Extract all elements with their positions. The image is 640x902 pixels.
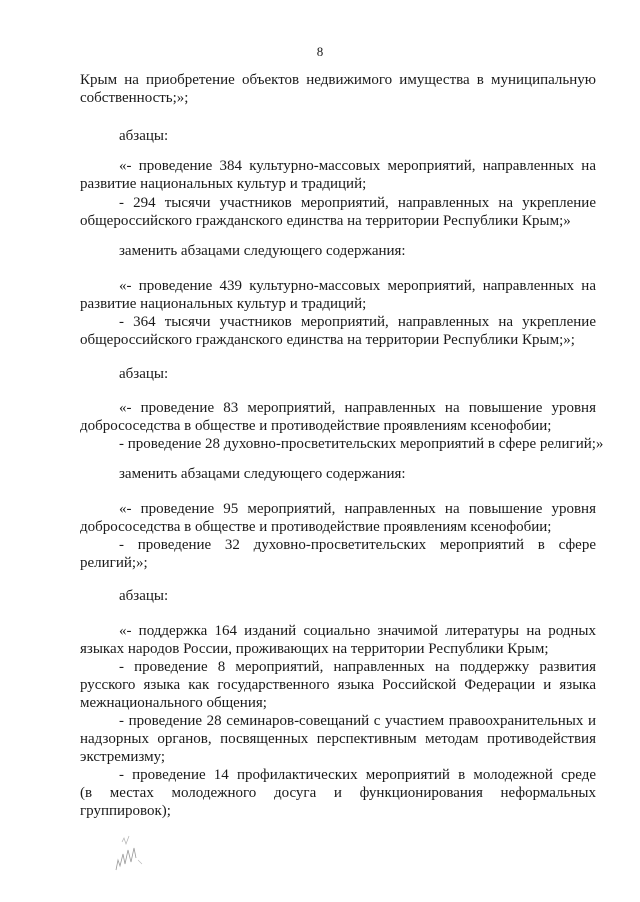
text-line: общероссийского гражданского единства на территории Республики Крым;»; bbox=[80, 332, 575, 348]
text-line: добрососедства в обществе и противодействие проявлениям ксенофобии; bbox=[80, 519, 552, 535]
text-line: «- проведение 439 культурно-массовых мероприятий, направленных на bbox=[119, 278, 596, 294]
page-number: 8 bbox=[316, 44, 324, 59]
text-line: (в местах молодежного досуга и функционирования неформальных bbox=[80, 785, 596, 801]
text-line: «- поддержка 164 изданий социально значимой литературы на родных bbox=[119, 623, 596, 639]
text-line: «- проведение 384 культурно-массовых мероприятий, направленных на bbox=[119, 158, 596, 174]
handwritten-mark bbox=[108, 830, 148, 874]
text-line: Крым на приобретение объектов недвижимого имущества в муниципальную bbox=[80, 72, 596, 88]
text-line: - проведение 14 профилактических мероприятий в молодежной среде bbox=[119, 767, 596, 783]
text-line: «- проведение 95 мероприятий, направленных на повышение уровня bbox=[119, 501, 596, 517]
text-line: - проведение 32 духовно-просветительских мероприятий в сфере bbox=[119, 537, 596, 553]
text-line: - проведение 8 мероприятий, направленных на поддержку развития bbox=[119, 659, 596, 675]
text-line: русского языка как государственного языка Российской Федерации и языка bbox=[80, 677, 596, 693]
text-line: - 364 тысячи участников мероприятий, направленных на укрепление bbox=[119, 314, 596, 330]
text-line: «- проведение 83 мероприятий, направленных на повышение уровня bbox=[119, 400, 596, 416]
text-line: развитие национальных культур и традиций; bbox=[80, 296, 367, 312]
text-line: - 294 тысячи участников мероприятий, направленных на укрепление bbox=[119, 195, 596, 211]
text-line: - проведение 28 духовно-просветительских мероприятий в сфере религий;» bbox=[119, 436, 604, 452]
paragraph-heading: заменить абзацами следующего содержания: bbox=[119, 243, 406, 259]
text-line: религий;»; bbox=[80, 555, 148, 571]
text-line: языках народов России, проживающих на территории Республики Крым; bbox=[80, 641, 549, 657]
paragraph-heading: абзацы: bbox=[119, 366, 169, 382]
text-line: - проведение 28 семинаров-совещаний с участием правоохранительных и bbox=[119, 713, 596, 729]
text-line: общероссийского гражданского единства на территории Республики Крым;» bbox=[80, 213, 571, 229]
text-line: развитие национальных культур и традиций; bbox=[80, 176, 367, 192]
text-line: надзорных органов, посвященных перспективным методам противодействия bbox=[80, 731, 596, 747]
text-line: межнационального общения; bbox=[80, 695, 267, 711]
paragraph-heading: абзацы: bbox=[119, 588, 169, 604]
text-line: группировок); bbox=[80, 803, 171, 819]
text-line: экстремизму; bbox=[80, 749, 166, 765]
text-line: собственность;»; bbox=[80, 90, 189, 106]
paragraph-heading: заменить абзацами следующего содержания: bbox=[119, 466, 406, 482]
paragraph-heading: абзацы: bbox=[119, 128, 169, 144]
text-line: добрососедства в обществе и противодействие проявлениям ксенофобии; bbox=[80, 418, 552, 434]
